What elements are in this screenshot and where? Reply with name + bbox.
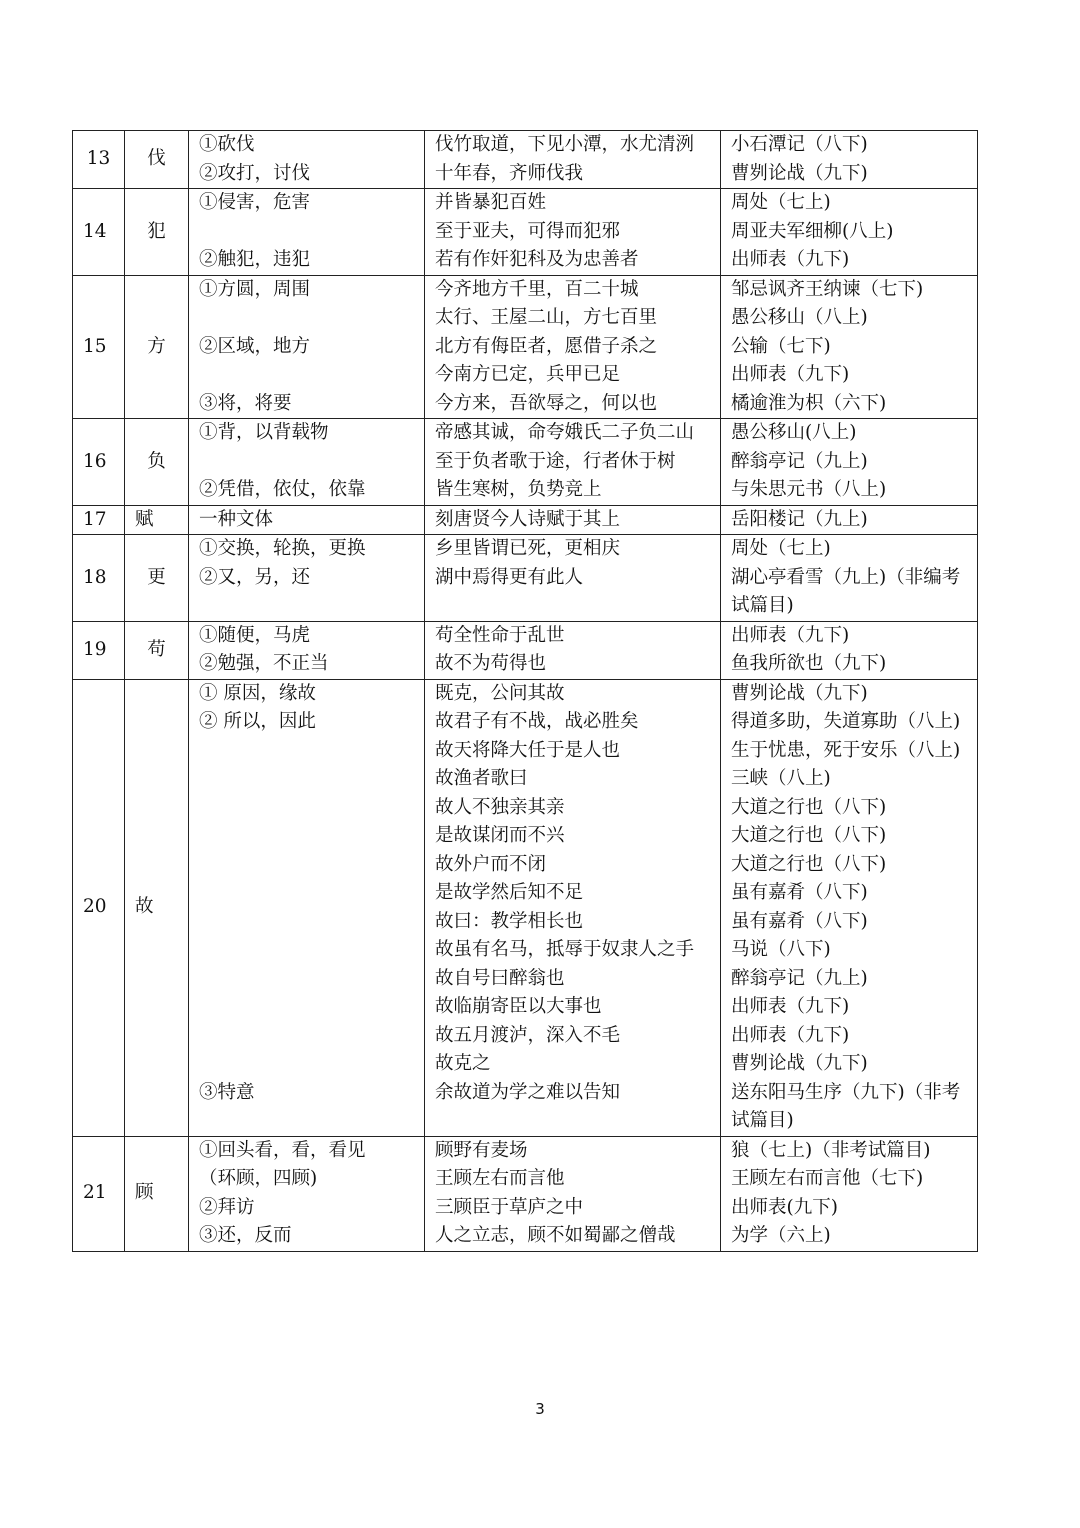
example-line: 皆生寒树，负势竞上 [435, 479, 602, 500]
examples-cell [425, 189, 721, 276]
source-line: 王顾左右而言他（七下) [731, 1168, 924, 1189]
example-line: 余故道为学之难以告知 [435, 1081, 621, 1103]
source-line: 得道多助，失道寡助（八上) [731, 711, 961, 732]
meanings-cell [189, 505, 425, 535]
source-line: 醉翁亭记（九上) [731, 967, 868, 989]
source-line: 周处（七上) [731, 538, 831, 559]
example-line: 王顾左右而言他 [435, 1168, 565, 1189]
source-line: 虽有嘉肴（八下) [731, 910, 868, 932]
source-line: 湖心亭看雪（九上)（非编考试篇目) [731, 566, 961, 616]
meaning-line: ②触犯，违犯 [199, 249, 311, 270]
meaning-line: ②又，另，还 [199, 566, 311, 588]
source-line: 大道之行也（八下) [731, 853, 887, 875]
example-line: 至于亚夫，可得而犯邪 [435, 220, 621, 242]
meaning-line: ③将，将要 [199, 392, 292, 414]
example-line: 故临崩寄臣以大事也 [435, 996, 602, 1017]
meanings-cell [189, 275, 425, 419]
sources-cell [721, 679, 978, 1136]
meanings-cell [189, 419, 425, 506]
example-line: 今齐地方千里，百二十城 [435, 278, 639, 300]
row-number: 17 [73, 505, 125, 535]
meaning-line [199, 794, 418, 823]
meaning-line [199, 448, 418, 477]
table-row [73, 419, 978, 506]
example-line: 既克，公问其故 [435, 682, 565, 704]
sources-cell [721, 535, 978, 622]
example-line: 至于负者歌于途，行者休于树 [435, 450, 676, 472]
meanings-cell [189, 535, 425, 622]
meaning-line [199, 908, 418, 937]
source-line: 周亚夫军细柳(八上) [731, 220, 894, 242]
source-line: 岳阳楼记（九上) [731, 508, 868, 530]
meaning-line: ①背，以背载物 [199, 422, 329, 443]
row-number: 14 [73, 189, 125, 276]
source-line: 与朱思元书（八上) [731, 479, 887, 500]
meaning-line: ②凭借，依仗，依靠 [199, 479, 366, 500]
table-row [73, 621, 978, 679]
example-line: 是故学然后知不足 [435, 882, 584, 903]
source-line: 公输（七下) [731, 335, 831, 357]
table-row [73, 131, 978, 189]
row-character: 犯 [125, 189, 189, 276]
example-line: 苟全性命于乱世 [435, 624, 565, 646]
example-line: 并皆暴犯百姓 [435, 192, 547, 213]
meaning-line [199, 737, 418, 766]
example-line: 帝感其诚，命夸娥氏二子负二山 [435, 422, 695, 443]
sources-cell [721, 131, 978, 189]
example-line: 若有作奸犯科及为忠善者 [435, 249, 639, 270]
meaning-line: ①方圆，周围 [199, 278, 311, 300]
meaning-line: ①交换，轮换，更换 [199, 538, 366, 559]
meanings-cell [189, 131, 425, 189]
source-line: 狼（七上)（非考试篇目) [731, 1139, 931, 1161]
example-line: 刻唐贤今人诗赋于其上 [435, 508, 621, 530]
example-line: 故克之 [435, 1053, 491, 1074]
source-line: 三峡（八上) [731, 768, 831, 789]
row-number: 13 [73, 131, 125, 189]
examples-cell [425, 419, 721, 506]
meanings-cell [189, 189, 425, 276]
examples-cell [425, 621, 721, 679]
sources-cell [721, 189, 978, 276]
sources-cell [721, 275, 978, 419]
example-line: 故虽有名马，抵辱于奴隶人之手 [435, 939, 695, 960]
source-line: 醉翁亭记（九上) [731, 450, 868, 472]
example-line: 伐竹取道，下见小潭，水尤清洌 [435, 134, 695, 155]
examples-cell [425, 505, 721, 535]
example-line: 三顾臣于草庐之中 [435, 1196, 584, 1218]
example-line: 十年春，齐师伐我 [435, 162, 584, 184]
meaning-line: （环顾，四顾) [199, 1168, 318, 1189]
meaning-line: ① 原因，缘故 [199, 682, 316, 704]
meaning-line [199, 765, 418, 794]
row-number: 20 [73, 679, 125, 1136]
meaning-line: ①侵害，危害 [199, 192, 311, 213]
source-line: 邹忌讽齐王纳谏（七下) [731, 278, 924, 300]
source-line: 愚公移山（八上) [731, 307, 868, 328]
example-line: 故自号曰醉翁也 [435, 967, 565, 989]
page-number: 3 [535, 1400, 545, 1418]
source-line: 周处（七上) [731, 192, 831, 213]
table-row [73, 189, 978, 276]
sources-cell [721, 1136, 978, 1251]
source-line: 为学（六上) [731, 1225, 831, 1246]
source-line: 曹刿论战（九下) [731, 162, 868, 184]
row-character: 故 [125, 679, 189, 1136]
example-line: 湖中焉得更有此人 [435, 566, 584, 588]
meaning-line: ③特意 [199, 1081, 255, 1103]
meaning-line [199, 993, 418, 1022]
meaning-line: ①回头看，看，看见 [199, 1139, 366, 1161]
example-line: 故曰：教学相长也 [435, 910, 584, 932]
meaning-line: ③还，反而 [199, 1225, 292, 1246]
source-line: 出师表（九下) [731, 624, 850, 646]
meanings-cell [189, 1136, 425, 1251]
source-line: 曹刿论战（九下) [731, 1053, 868, 1074]
example-line: 故渔者歌曰 [435, 768, 528, 789]
row-number: 16 [73, 419, 125, 506]
row-character: 苟 [125, 621, 189, 679]
source-line: 曹刿论战（九下) [731, 682, 868, 704]
vocabulary-table [72, 130, 978, 1252]
row-character: 顾 [125, 1136, 189, 1251]
example-line: 故君子有不战，战必胜矣 [435, 711, 639, 732]
source-line: 生于忧患，死于安乐（八上) [731, 739, 961, 761]
sources-cell [721, 505, 978, 535]
row-number: 21 [73, 1136, 125, 1251]
meaning-line [199, 218, 418, 247]
examples-cell [425, 131, 721, 189]
meaning-line: ②拜访 [199, 1196, 255, 1218]
example-line: 人之立志，顾不如蜀鄙之僧哉 [435, 1225, 676, 1246]
meaning-line: 一种文体 [199, 508, 274, 530]
meaning-line [199, 851, 418, 880]
meaning-line [199, 879, 418, 908]
row-character: 赋 [125, 505, 189, 535]
row-number: 19 [73, 621, 125, 679]
source-line: 鱼我所欲也（九下) [731, 653, 887, 674]
source-line: 出师表（九下) [731, 996, 850, 1017]
meanings-cell [189, 679, 425, 1136]
example-line: 北方有侮臣者，愿借子杀之 [435, 335, 658, 357]
example-line: 是故谋闭而不兴 [435, 825, 565, 846]
meaning-line [199, 822, 418, 851]
example-line: 故不为苟得也 [435, 653, 547, 674]
sources-cell [721, 419, 978, 506]
meaning-line: ②勉强，不正当 [199, 653, 329, 674]
meanings-cell [189, 621, 425, 679]
source-line: 大道之行也（八下) [731, 825, 887, 846]
meaning-line [199, 361, 418, 390]
table-row [73, 1136, 978, 1251]
source-line: 送东阳马生序（九下)（非考试篇目) [731, 1081, 961, 1131]
table-row [73, 505, 978, 535]
source-line: 出师表（九下) [731, 249, 850, 270]
example-line: 故天将降大任于是人也 [435, 739, 621, 761]
row-character: 更 [125, 535, 189, 622]
source-line: 出师表（九下) [731, 1024, 850, 1046]
example-line: 故外户而不闭 [435, 853, 547, 875]
meaning-line: ①砍伐 [199, 134, 255, 155]
source-line: 出师表(九下) [731, 1196, 838, 1218]
examples-cell [425, 1136, 721, 1251]
example-line: 故五月渡泸，深入不毛 [435, 1024, 621, 1046]
source-line: 愚公移山(八上) [731, 422, 857, 443]
meaning-line [199, 304, 418, 333]
table-row [73, 535, 978, 622]
source-line: 橘逾淮为枳（六下) [731, 392, 887, 414]
meaning-line: ② 所以，因此 [199, 711, 316, 732]
source-line: 虽有嘉肴（八下) [731, 882, 868, 903]
row-number: 18 [73, 535, 125, 622]
row-character: 伐 [125, 131, 189, 189]
sources-cell [721, 621, 978, 679]
source-line: 马说（八下) [731, 939, 831, 960]
example-line: 今方来，吾欲辱之，何以也 [435, 392, 658, 414]
meaning-line: ②区域，地方 [199, 335, 311, 357]
source-line: 大道之行也（八下) [731, 796, 887, 818]
meaning-line: ①随便，马虎 [199, 624, 311, 646]
meaning-line [199, 936, 418, 965]
row-character: 方 [125, 275, 189, 419]
example-line: 今南方已定，兵甲已足 [435, 364, 621, 385]
table-row [73, 679, 978, 1136]
source-line: 小石潭记（八下) [731, 134, 868, 155]
examples-cell [425, 535, 721, 622]
meaning-line: ②攻打，讨伐 [199, 162, 311, 184]
meaning-line [199, 965, 418, 994]
row-number: 15 [73, 275, 125, 419]
meaning-line [199, 1022, 418, 1051]
examples-cell [425, 275, 721, 419]
row-character: 负 [125, 419, 189, 506]
meaning-line [199, 1050, 418, 1079]
table-row [73, 275, 978, 419]
examples-cell [425, 679, 721, 1136]
example-line: 乡里皆谓已死，更相庆 [435, 538, 621, 559]
example-line: 故人不独亲其亲 [435, 796, 565, 818]
source-line: 出师表（九下) [731, 364, 850, 385]
example-line: 顾野有麦场 [435, 1139, 528, 1161]
example-line: 太行、王屋二山，方七百里 [435, 307, 658, 328]
